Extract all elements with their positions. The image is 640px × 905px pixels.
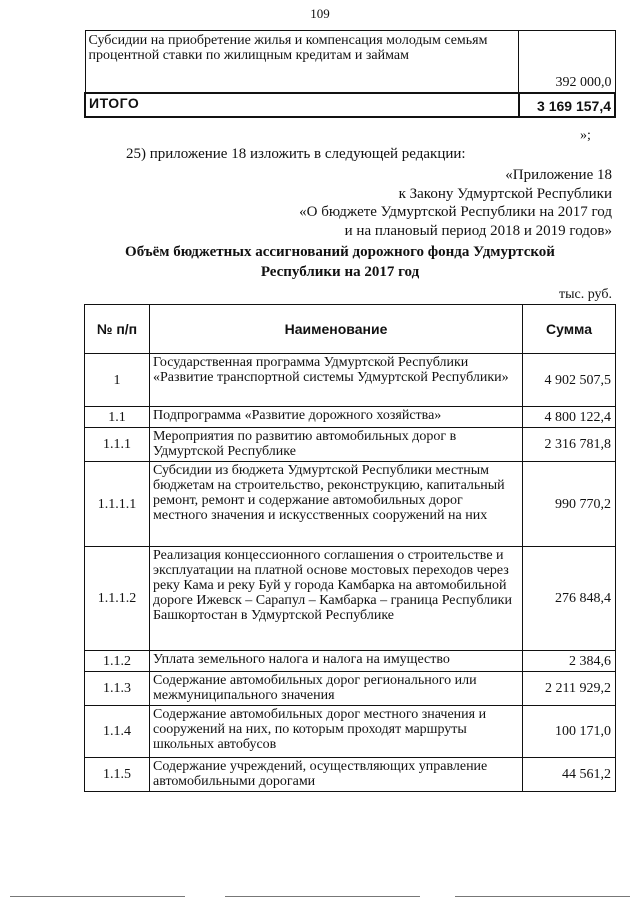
row-num: 1.1.3 (85, 672, 150, 706)
document-title (100, 242, 580, 282)
amendment-instruction: 25) приложение 18 изложить в следующей редакции: (126, 146, 466, 162)
appendix-header (192, 166, 612, 240)
units-label: тыс. руб. (559, 287, 612, 302)
table-row (85, 407, 616, 428)
row-num: 1.1.2 (85, 651, 150, 672)
appendix-line: «Приложение 18 (505, 167, 612, 183)
table-row (85, 354, 616, 407)
row-sum: 2 316 781,8 (523, 428, 616, 462)
row-sum: 990 770,2 (523, 462, 616, 547)
row-sum: 2 384,6 (523, 651, 616, 672)
total-label: ИТОГО (85, 93, 519, 117)
row-name: Содержание учреждений, осуществляющих управление автомобильными дорогами (150, 758, 523, 792)
table-row (85, 672, 616, 706)
title-line: Республики на 2017 год (260, 264, 420, 280)
row-sum: 2 211 929,2 (523, 672, 616, 706)
row-name: Содержание автомобильных дорог местного значения и сооружений на них, по которым проходят маршруты школьных автобусов (150, 706, 523, 758)
row-name: Субсидии из бюджета Удмуртской Республики местным бюджетам на строительство, реконструкцию, капитальный ремонт, ремонт и содержание автомобильных дорог местного значения и искусственных сооружений на них (150, 462, 523, 547)
row-name: Содержание автомобильных дорог регионального или межмуниципального значения (150, 672, 523, 706)
row-num: 1.1.1.2 (85, 547, 150, 651)
row-name: Подпрограмма «Развитие дорожного хозяйства» (150, 407, 523, 428)
page-number: 109 (310, 6, 330, 21)
continuation-table (84, 30, 616, 118)
table-row (85, 462, 616, 547)
row-num: 1.1.1.1 (85, 462, 150, 547)
row-sum: 276 848,4 (523, 547, 616, 651)
footer-rule (10, 896, 185, 897)
row-sum: 392 000,0 (519, 31, 615, 93)
row-name: Субсидии на приобретение жилья и компенсация молодым семьям процентной ставки по жилищным кредитам и займам (85, 31, 519, 93)
table-row (85, 31, 615, 93)
appendix-line: «О бюджете Удмуртской Республики на 2017 год (299, 204, 612, 220)
appendix-line: к Закону Удмуртской Республики (398, 185, 612, 202)
row-num: 1.1.5 (85, 758, 150, 792)
appendix-line: и на плановый период 2018 и 2019 годов» (344, 222, 612, 239)
row-sum: 4 902 507,5 (523, 354, 616, 407)
row-sum: 44 561,2 (523, 758, 616, 792)
row-num: 1.1.4 (85, 706, 150, 758)
footer-rule (455, 896, 630, 897)
row-num: 1.1.1 (85, 428, 150, 462)
title-line: Объём бюджетных ассигнований дорожного фонда Удмуртской (125, 244, 555, 260)
total-row (85, 93, 615, 117)
header-sum: Сумма (523, 305, 616, 354)
header-num: № п/п (85, 305, 150, 354)
table-row (85, 706, 616, 758)
row-sum: 100 171,0 (523, 706, 616, 758)
row-name: Государственная программа Удмуртской Республики «Развитие транспортной системы Удмуртской Республики» (150, 354, 523, 407)
table-row (85, 758, 616, 792)
row-name: Реализация концессионного соглашения о строительстве и эксплуатации на платной основе мостовых переходов через реку Кама и реку Буй у города Камбарка на автомобильной дороге Ижевск – Сарапул – Камбарка – граница Республики Башкортостан в Удмуртской Республике (150, 547, 523, 651)
footer-rule (225, 896, 420, 897)
row-name: Мероприятия по развитию автомобильных дорог в Удмуртской Республике (150, 428, 523, 462)
table-header-row (85, 305, 616, 354)
table-row (85, 428, 616, 462)
row-name: Уплата земельного налога и налога на имущество (150, 651, 523, 672)
header-name: Наименование (150, 305, 523, 354)
row-num: 1 (85, 354, 150, 407)
table-row (85, 547, 616, 651)
table-row (85, 651, 616, 672)
row-sum: 4 800 122,4 (523, 407, 616, 428)
row-num: 1.1 (85, 407, 150, 428)
total-sum: 3 169 157,4 (519, 93, 615, 117)
closing-quote: »; (580, 128, 591, 143)
budget-table (84, 304, 616, 792)
